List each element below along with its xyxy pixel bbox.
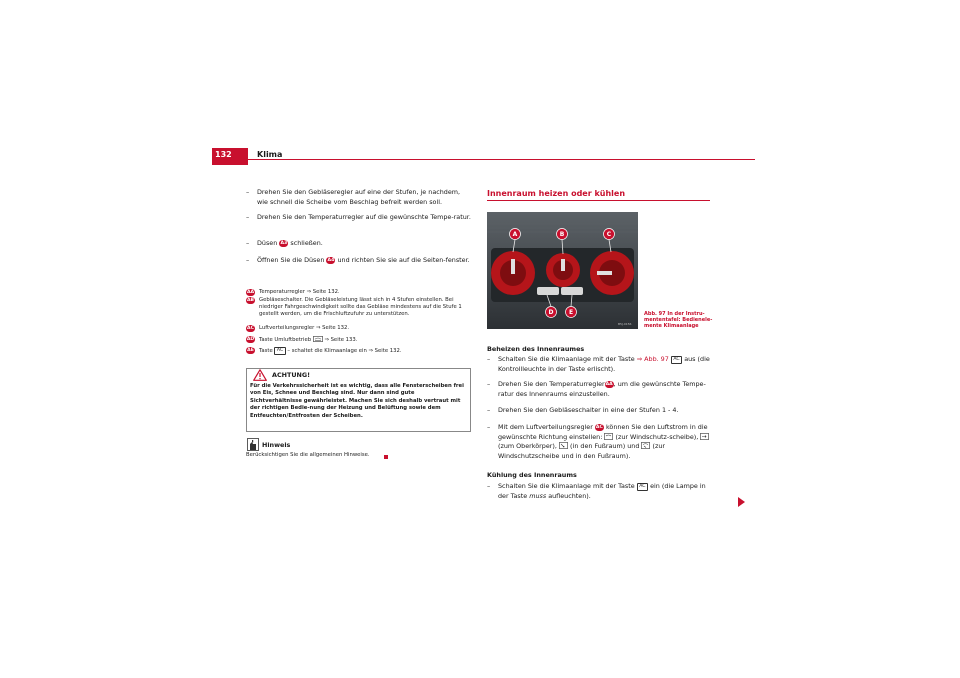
legend-item xyxy=(246,347,472,355)
step-text-part: Düsen xyxy=(257,239,278,247)
step-item xyxy=(487,380,713,399)
legend-text-part: Taste Umluftbetrieb xyxy=(259,337,312,343)
windscreen-vent-icon xyxy=(604,433,613,440)
step-dash: – xyxy=(246,256,250,264)
ac-key: AC xyxy=(637,483,648,491)
element-badge: AC xyxy=(247,326,254,331)
step-text-part: (in den Fußraum) und xyxy=(570,442,640,451)
fan-knob xyxy=(546,253,580,287)
figure-label-b: B xyxy=(559,231,565,239)
air-distribution-knob xyxy=(590,251,634,295)
element-badge: AA xyxy=(246,290,255,295)
step-text xyxy=(246,256,472,266)
step-text-emphasis: muss xyxy=(529,491,547,500)
step-text-part: Drehen Sie den Temperaturregler xyxy=(498,380,605,388)
step-dash: – xyxy=(487,482,491,490)
step-text-part: aus (die Kontrollleuchte in der Taste erlischt). xyxy=(498,355,710,373)
legend-item xyxy=(246,336,472,344)
figure-label-d: D xyxy=(548,309,554,317)
climate-panel-drawing xyxy=(487,212,638,329)
step-text: Drehen Sie den Temperaturregler auf die gewünschte Tempe-ratur. xyxy=(257,213,471,221)
step-text-part: Mit dem Luftverteilungsregler xyxy=(498,423,593,431)
step-item xyxy=(246,188,472,207)
step-item xyxy=(246,213,472,223)
subheading-heating: Beheizen des Innenraumes xyxy=(487,345,585,353)
page-number: 132 xyxy=(215,150,232,159)
step-text xyxy=(487,482,713,501)
warning-title: ACHTUNG! xyxy=(272,371,311,379)
step-text-part: ein (die Lampe in der Taste xyxy=(498,482,706,500)
figure-reference: ⇒ Abb. 97 xyxy=(636,355,669,363)
element-badge: A4 xyxy=(327,258,335,263)
step-text xyxy=(246,239,472,249)
step-text xyxy=(487,355,713,374)
step-text-part: , um die gewünschte Tempe-ratur des Innenraums einzustellen. xyxy=(498,380,706,398)
step-item xyxy=(487,355,713,374)
section-title: Innenraum heizen oder kühlen xyxy=(487,189,626,198)
element-badge: AB xyxy=(246,298,255,303)
windscreen-footwell-vent-icon xyxy=(641,442,650,449)
figure-caption: Abb. 97 In der Instru-mententafel: Bedienele-mente Klimaanlage xyxy=(644,311,713,329)
element-badge: AD xyxy=(246,337,255,342)
step-text-part: (zum Oberkörper), xyxy=(498,442,557,451)
step-dash: – xyxy=(246,188,250,196)
header-rule xyxy=(248,159,755,160)
temperature-knob xyxy=(491,251,535,295)
step-item xyxy=(246,239,472,249)
element-badge: AC xyxy=(595,425,603,430)
step-text-part: schließen. xyxy=(290,239,323,247)
step-text xyxy=(487,423,713,462)
step-text xyxy=(487,380,713,399)
step-dash: – xyxy=(487,406,491,414)
recirculation-icon xyxy=(313,336,323,342)
step-text-part: (zur Windschutz-scheibe), xyxy=(615,432,699,441)
step-text-part: (zur Windschutzscheibe und in den Fußraum). xyxy=(498,442,665,461)
recirculation-button xyxy=(537,287,559,295)
step-dash: – xyxy=(246,213,250,221)
hint-icon xyxy=(247,438,259,451)
element-badge: AE xyxy=(247,348,254,353)
hint-text: Berücksichtigen Sie die allgemeinen Hinweise. xyxy=(246,452,370,458)
chapter-title: Klima xyxy=(257,150,283,159)
step-dash: – xyxy=(487,380,491,388)
step-text-part: aufleuchten). xyxy=(548,491,591,500)
ac-key: AC xyxy=(274,347,285,355)
element-badge: A3 xyxy=(280,241,288,246)
warning-text: Für die Verkehrssicherheit ist es wichtig, dass alle Fensterscheiben frei von Eis, Schnee und Beschlag sind. Nur dann sind gute Sichtverhältnisse gewährleistet. Machen Sie sich deshalb vertraut mit der richtigen Bedie-nung der Heizung und Belüftung sowie dem Entfeuchten/Entfrosten der Scheiben. xyxy=(250,383,464,419)
warning-triangle-icon xyxy=(253,369,267,381)
next-page-arrow-icon xyxy=(738,497,745,507)
legend-text xyxy=(246,336,472,344)
legend-text-part: ⇒ Seite 133. xyxy=(324,337,358,343)
legend-item xyxy=(246,297,472,319)
step-text: Drehen Sie den Gebläseregler auf eine der Stufen, je nachdem, wie schnell die Scheibe vom Beschlag befreit werden soll. xyxy=(257,188,461,206)
element-badge: AA xyxy=(605,382,613,387)
figure-code: B5J-0156 xyxy=(618,322,632,326)
step-item xyxy=(246,256,472,266)
step-text-part: und richten Sie sie auf die Seiten-fenster. xyxy=(337,256,470,264)
step-item xyxy=(487,482,713,501)
section-rule xyxy=(487,200,710,201)
legend-text: Temperaturregler ⇒ Seite 132. xyxy=(259,289,340,295)
legend-text-part: Taste xyxy=(259,348,273,354)
ac-button xyxy=(561,287,583,295)
legend-text: Gebläseschalter. Die Gebläseleistung lässt sich in 4 Stufen einstellen. Bei niedriger Fahrgeschwindigkeit sollte das Gebläse mindestens auf die Stufe 1 gestellt werden, um die Frischluftzufuhr zu unterstützen. xyxy=(259,297,462,318)
upper-body-vent-icon xyxy=(700,433,709,440)
step-dash: – xyxy=(487,355,491,363)
ac-key: AC xyxy=(671,356,682,364)
hint-title: Hinweis xyxy=(262,441,291,449)
legend-text-part: – schaltet die Klimaanlage ein ⇒ Seite 132. xyxy=(287,348,402,354)
step-text-part: Schalten Sie die Klimaanlage mit der Taste xyxy=(498,355,635,363)
figure-label-e: E xyxy=(568,309,574,317)
step-dash: – xyxy=(246,239,250,247)
figure-label-c: C xyxy=(606,231,612,239)
step-text-part: Öffnen Sie die Düsen xyxy=(257,256,325,264)
figure-label-a: A xyxy=(512,231,518,239)
subheading-cooling: Kühlung des Innenraums xyxy=(487,471,577,479)
section-end-marker xyxy=(384,455,388,459)
step-item xyxy=(487,406,713,416)
legend-item xyxy=(246,325,472,332)
climate-control-figure xyxy=(487,212,638,329)
legend-text: Luftverteilungsregler ⇒ Seite 132. xyxy=(259,325,350,331)
step-text-part: Schalten Sie die Klimaanlage mit der Taste xyxy=(498,482,635,490)
legend-text xyxy=(246,347,472,355)
step-item xyxy=(487,423,713,462)
step-text: Drehen Sie den Gebläseschalter in eine der Stufen 1 - 4. xyxy=(498,406,679,414)
step-text-part: können Sie den Luftstrom in die gewünschte Richtung einstellen: xyxy=(498,423,708,441)
legend-item xyxy=(246,289,472,296)
step-dash: – xyxy=(487,423,491,431)
footwell-vent-icon xyxy=(559,442,568,449)
